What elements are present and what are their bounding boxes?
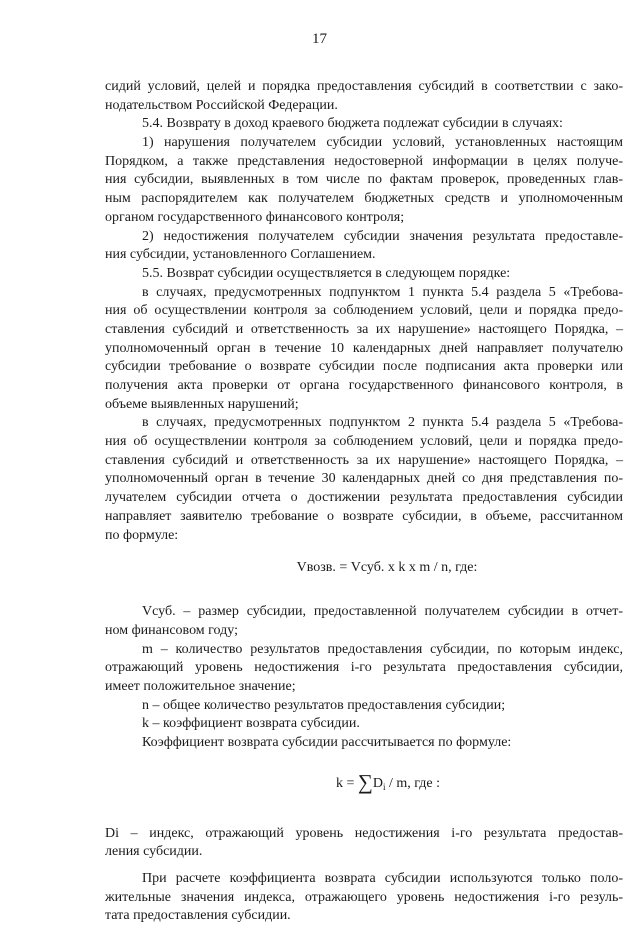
- page-number: 17: [312, 31, 327, 47]
- text-line: уполномоченный орган в течение 30 календарных дней со дня представления по-: [105, 471, 623, 487]
- formula-k-subscript: i: [382, 781, 386, 792]
- text-line: объеме выявленных нарушений;: [105, 396, 299, 412]
- text-line: Порядком, а также представления недостоверной информации в целях получе-: [105, 153, 623, 169]
- paragraph: [105, 134, 623, 227]
- text-line: отражающий уровень недостижения i-го результата предоставления субсидии,: [105, 660, 623, 676]
- text-line: ния об осуществлении контроля за соблюдением условий, цели и порядка предо-: [105, 434, 623, 450]
- text-line: Di – индекс, отражающий уровень недостижения i-го результата предостав-: [105, 825, 623, 841]
- text-line: 1) нарушения получателем субсидии условий, установленных настоящим: [142, 135, 623, 151]
- text-line: сидий условий, целей и порядка предоставления субсидий в соответствии с зако-: [105, 79, 623, 94]
- text-line: k – коэффициент возврата субсидии.: [142, 716, 360, 732]
- text-line: m – количество результатов предоставления субсидии, по которым индекс,: [142, 641, 623, 657]
- paragraph: [105, 265, 623, 284]
- formula-k-lhs: k =: [335, 775, 358, 791]
- text-line: уполномоченный орган в течение 10 календарных дней направляет получателю: [105, 340, 623, 356]
- text-line: тата предоставления субсидии.: [105, 908, 291, 924]
- text-line: ления субсидии.: [105, 844, 203, 860]
- formula-v-return: Vвозв. = Vсуб. x k x m / n, где:: [296, 560, 478, 576]
- text-line: по формуле:: [105, 527, 179, 543]
- text-line: в случаях, предусмотренных подпунктом 1 пункта 5.4 раздела 5 «Требова-: [142, 284, 623, 300]
- text-line: Коэффициент возврата субсидии рассчитывается по формуле:: [142, 735, 512, 750]
- text-line: субсидии требование о возврате субсидии после подписания акта проверки или: [105, 359, 623, 375]
- formula-k-var: D: [372, 775, 383, 791]
- formula-k-rhs: / m, где :: [385, 775, 441, 791]
- sum-sign: ∑: [357, 769, 373, 794]
- paragraph: [105, 603, 623, 640]
- definitions-block: [105, 603, 623, 753]
- text-line: При расчете коэффициента возврата субсидии используются только поло-: [142, 871, 623, 887]
- text-line: ставления субсидий и ответственность за их нарушение» настоящего Порядка, –: [105, 452, 623, 468]
- text-line: ным распорядителем как получателем бюджетных средств и уполномоченным: [105, 191, 623, 207]
- paragraph: [105, 641, 623, 697]
- text-line: ния субсидии, выявленных в том числе по фактам проверок, проведенных глав-: [105, 172, 623, 188]
- text-line: в случаях, предусмотренных подпунктом 2 пункта 5.4 раздела 5 «Требова-: [142, 415, 623, 431]
- paragraph: [105, 870, 623, 926]
- text-line: ния об осуществлении контроля за соблюдением условий, цели и порядка предо-: [105, 303, 623, 319]
- paragraph: [105, 228, 623, 265]
- text-line: органом государственного финансового контроля;: [105, 209, 405, 225]
- text-line: имеет положительное значение;: [105, 678, 296, 694]
- paragraph: [105, 734, 623, 753]
- paragraph: [105, 825, 623, 862]
- paragraphs-block: [105, 78, 623, 545]
- text-line: 5.4. Возврату в доход краевого бюджета подлежат субсидии в случаях:: [142, 116, 563, 132]
- text-line: получения акта проверки от органа государственного финансового контроля, в: [105, 378, 623, 393]
- text-line: ставления субсидий и ответственность за их нарушение» настоящего Порядка, –: [105, 321, 623, 337]
- text-line: направляет заявителю требование о возврате субсидии, в объеме, рассчитанном: [105, 508, 623, 524]
- paragraph: [105, 414, 623, 545]
- text-line: ния субсидии, установленного Соглашением.: [105, 247, 376, 263]
- formula-k: [105, 769, 623, 795]
- paragraph: [105, 284, 623, 415]
- paragraph: [105, 697, 623, 716]
- text-line: нодательством Российской Федерации.: [105, 97, 338, 113]
- closing-block: [105, 825, 623, 926]
- document-body: [105, 78, 623, 926]
- text-line: n – общее количество результатов предоставления субсидии;: [142, 697, 506, 713]
- text-line: ном финансовом году;: [105, 622, 238, 638]
- text-line: 2) недостижения получателем субсидии значения результата предоставле-: [142, 228, 623, 244]
- text-line: лучателем субсидии отчета о достижении результата предоставления субсидии: [105, 490, 623, 506]
- paragraph: [105, 115, 623, 134]
- text-line: жительные значения индекса, отражающего уровень недостижения i-го резуль-: [105, 889, 623, 905]
- paragraph: [105, 78, 623, 115]
- text-line: Vсуб. – размер субсидии, предоставленной получателем субсидии в отчет-: [142, 604, 623, 620]
- paragraph: [105, 715, 623, 734]
- text-line: 5.5. Возврат субсидии осуществляется в следующем порядке:: [142, 265, 511, 281]
